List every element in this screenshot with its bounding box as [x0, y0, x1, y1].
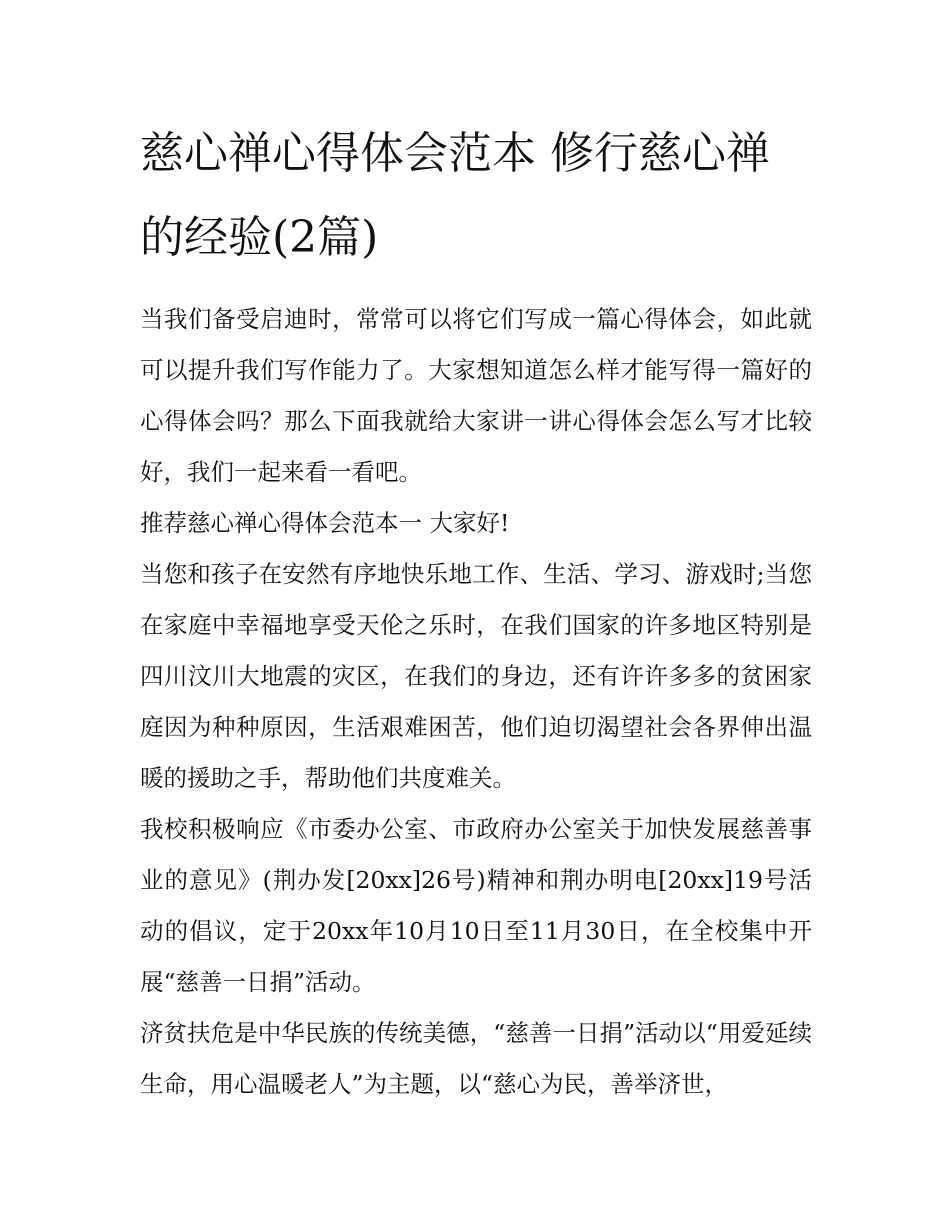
paragraph-families: 当您和孩子在安然有序地快乐地工作、生活、学习、游戏时;当您在家庭中幸福地享受天伦之乐时，在我们国家的许多地区特别是四川汶川大地震的灾区，在我们的身边，还有许许多多的贫困家庭因为种种原因，生活艰难困苦，他们迫切渴望社会各界伸出温暖的援助之手，帮助他们共度难关。	[140, 560, 812, 792]
document-page	[140, 112, 812, 1110]
paragraph-sample-heading: 推荐慈心禅心得体会范本一 大家好!	[140, 509, 510, 537]
document-title: 慈心禅心得体会范本 修行慈心禅的经验(2篇)	[140, 128, 770, 263]
paragraph-intro: 当我们备受启迪时，常常可以将它们写成一篇心得体会，如此就可以提升我们写作能力了。大家想知道怎么样才能写得一篇好的心得体会吗？那么下面我就给大家讲一讲心得体会怎么写才比较好，我们一起来看一看吧。	[140, 305, 812, 486]
paragraph-school-response: 我校积极响应《市委办公室、市政府办公室关于加快发展慈善事业的意见》(荆办发[20xx]26号)精神和荆办明电[20xx]19号活动的倡议，定于20xx年10月10日至11月30日，在全校集中开展“慈善一日捐”活动。	[140, 815, 812, 996]
paragraph-charity-theme: 济贫扶危是中华民族的传统美德，“慈善一日捐”活动以“用爱延续生命，用心温暖老人”为主题，以“慈心为民，善举济世，	[140, 1019, 812, 1098]
